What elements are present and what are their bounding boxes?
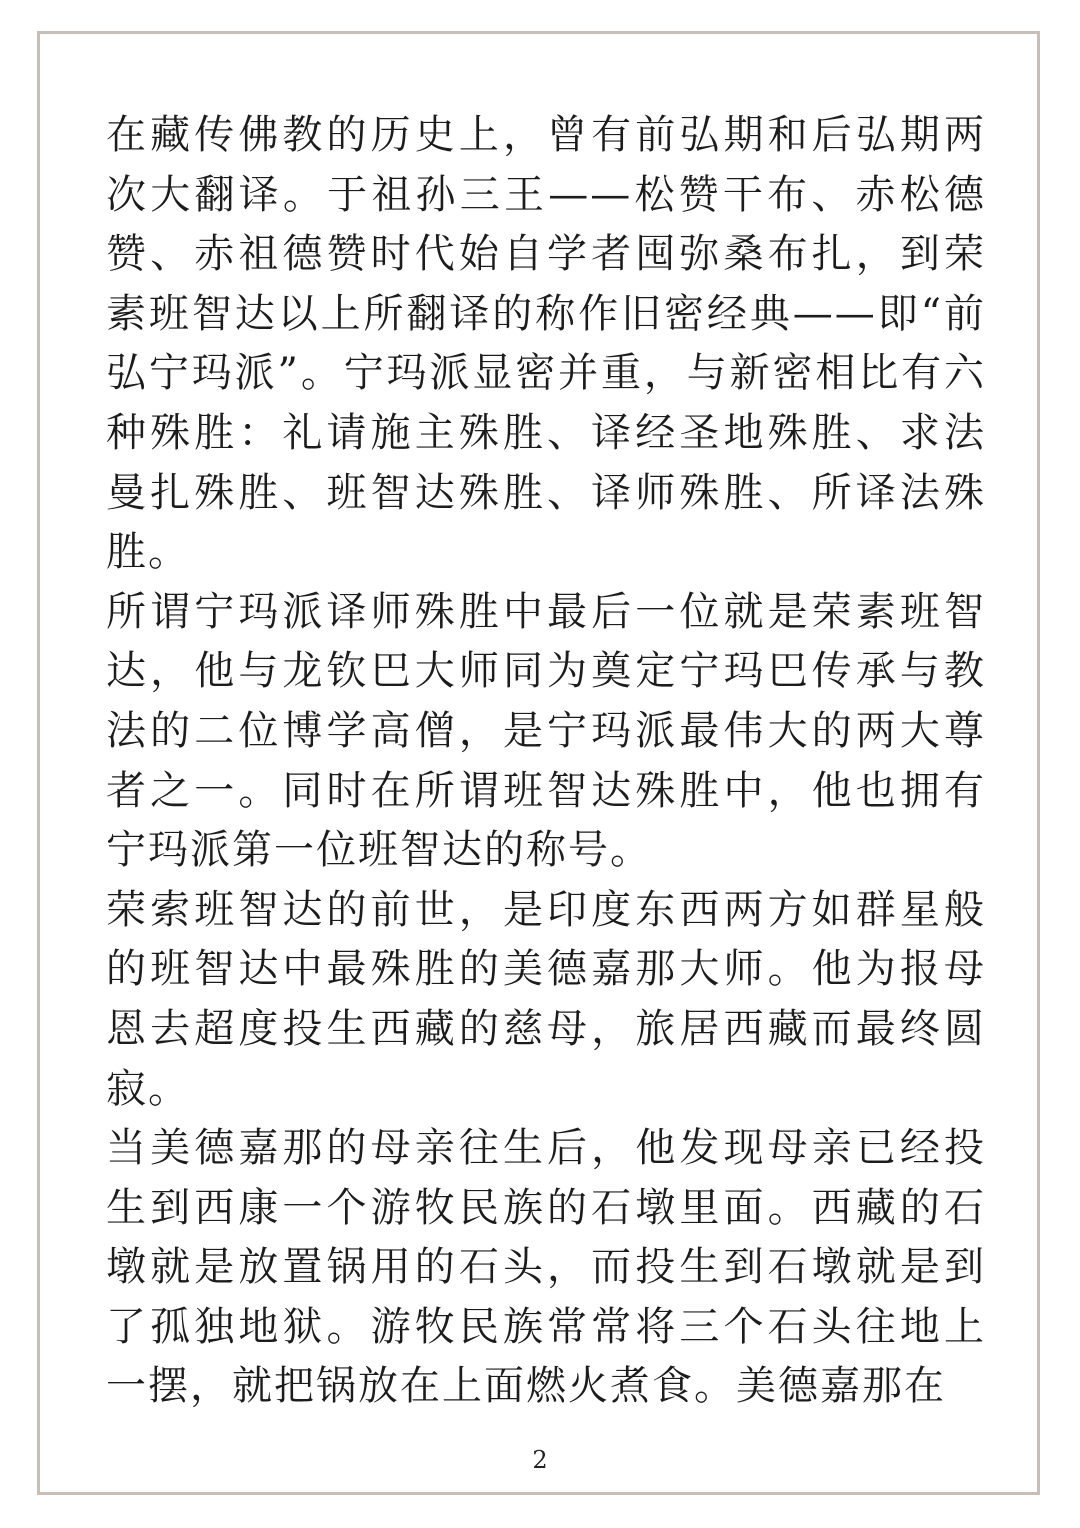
paragraph-3: 荣索班智达的前世，是印度东西两方如群星般的班智达中最殊胜的美德嘉那大师。他为报母恩去超度投生西藏的慈母，旅居西藏而最终圆寂。 [106,886,986,1112]
paragraph-2: 所谓宁玛派译师殊胜中最后一位就是荣素班智达，他与龙钦巴大师同为奠定宁玛巴传承与教法的二位博学高僧，是宁玛派最伟大的两大尊者之一。同时在所谓班智达殊胜中，他也拥有宁玛派第一位班智达的称号。 [106,588,986,874]
paragraph-1: 在藏传佛教的历史上，曾有前弘期和后弘期两次大翻译。于祖孙三王——松赞干布、赤松德赞、赤祖德赞时代始自学者囤弥桑布扎，到荣素班智达以上所翻译的称作旧密经典——即“前弘宁玛派”。宁玛派显密并重，与新密相比有六种殊胜：礼请施主殊胜、译经圣地殊胜、求法曼扎殊胜、班智达殊胜、译师殊胜、所译法殊胜。 [106,112,986,576]
paragraph-4: 当美德嘉那的母亲往生后，他发现母亲已经投生到西康一个游牧民族的石墩里面。西藏的石墩就是放置锅用的石头，而投生到石墩就是到了孤独地狱。游牧民族常常将三个石头往地上一摆，就把锅放在上面燃火煮食。美德嘉那在 [106,1125,986,1410]
page-number: 2 [532,1446,548,1474]
article-body [106,106,986,1417]
